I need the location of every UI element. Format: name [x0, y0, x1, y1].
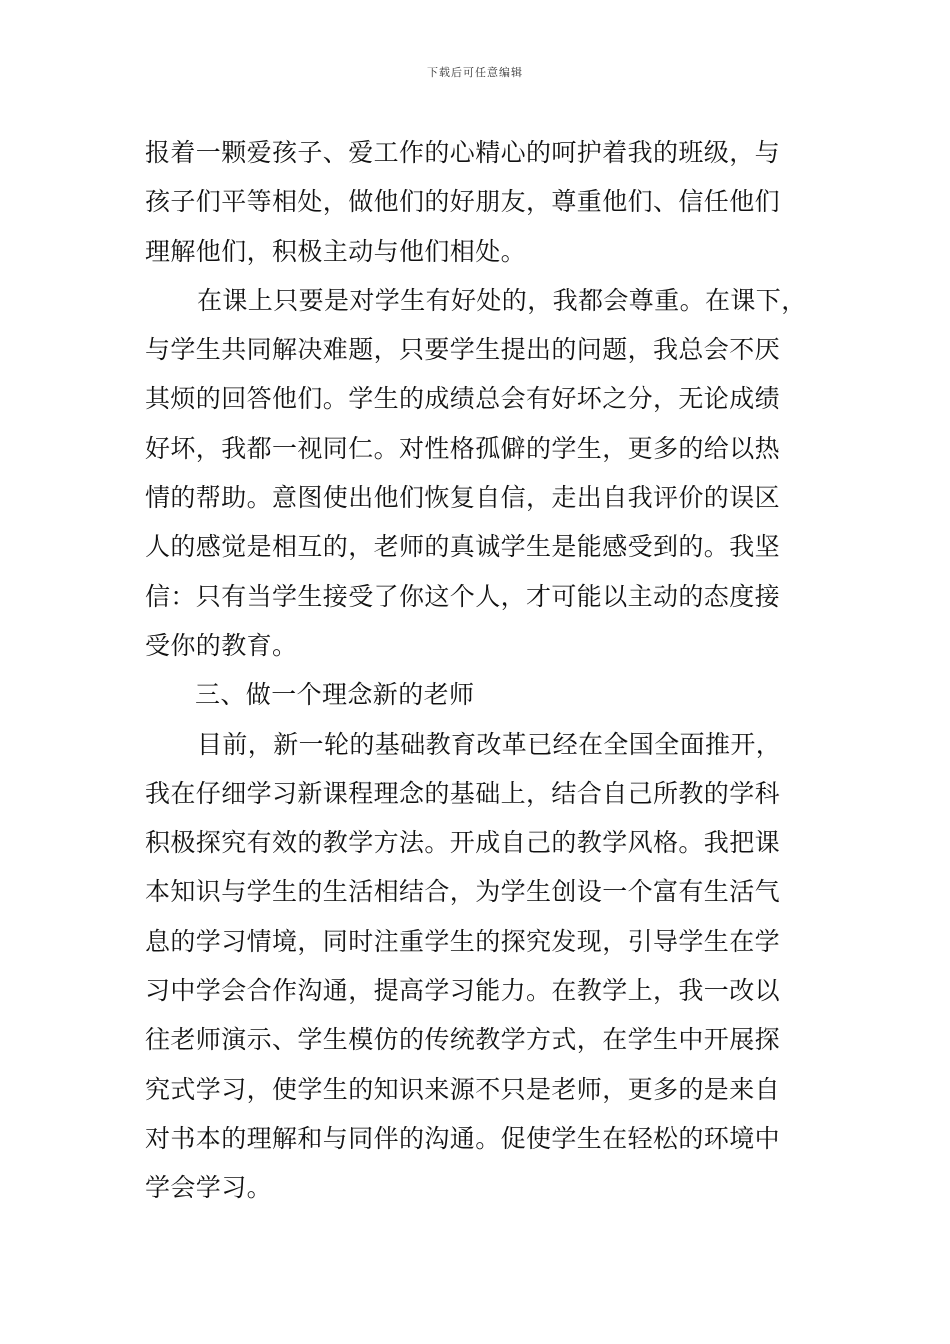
text-line: 其烦的回答他们。学生的成绩总会有好坏之分，无论成绩	[145, 384, 781, 414]
text-line: 本知识与学生的生活相结合，为学生创设一个富有生活气	[145, 877, 781, 907]
page-header: 下载后可任意编辑	[427, 66, 523, 79]
text-line: 孩子们平等相处，做他们的好朋友，尊重他们、信任他们	[145, 187, 781, 217]
text-line: 对书本的理解和与同伴的沟通。促使学生在轻松的环境中	[145, 1123, 781, 1153]
text-line: 受你的教育。	[145, 630, 298, 660]
text-line: 我在仔细学习新课程理念的基础上，结合自己所教的学科	[145, 778, 781, 808]
text-line: 积极探究有效的教学方法。开成自己的教学风格。我把课	[145, 828, 781, 858]
text-line: 情的帮助。意图使出他们恢复自信，走出自我评价的误区	[145, 483, 781, 513]
text-line: 人的感觉是相互的，老师的真诚学生是能感受到的。我坚	[145, 532, 781, 562]
text-line: 好坏，我都一视同仁。对性格孤僻的学生，更多的给以热	[145, 433, 781, 463]
text-line: 究式学习，使学生的知识来源不只是老师，更多的是来自	[145, 1074, 781, 1104]
paragraph-start-line: 在课上只要是对学生有好处的，我都会尊重。在课下，	[197, 285, 807, 315]
document-body	[145, 128, 825, 1213]
text-line: 息的学习情境，同时注重学生的探究发现，引导学生在学	[145, 926, 781, 956]
text-line: 学会学习。	[145, 1173, 273, 1203]
text-line: 习中学会合作沟通，提高学习能力。在教学上，我一改以	[145, 976, 781, 1006]
paragraph-start-line: 目前，新一轮的基础教育改革已经在全国全面推开，	[197, 729, 782, 759]
text-line: 信：只有当学生接受了你这个人，才可能以主动的态度接	[145, 581, 781, 611]
section-heading: 三、做一个理念新的老师	[195, 680, 475, 710]
text-line: 往老师演示、学生模仿的传统教学方式，在学生中开展探	[145, 1025, 781, 1055]
text-line: 报着一颗爱孩子、爱工作的心精心的呵护着我的班级，与	[145, 138, 781, 167]
text-line: 与学生共同解决难题，只要学生提出的问题，我总会不厌	[145, 335, 781, 365]
text-line: 理解他们，积极主动与他们相处。	[145, 236, 527, 266]
